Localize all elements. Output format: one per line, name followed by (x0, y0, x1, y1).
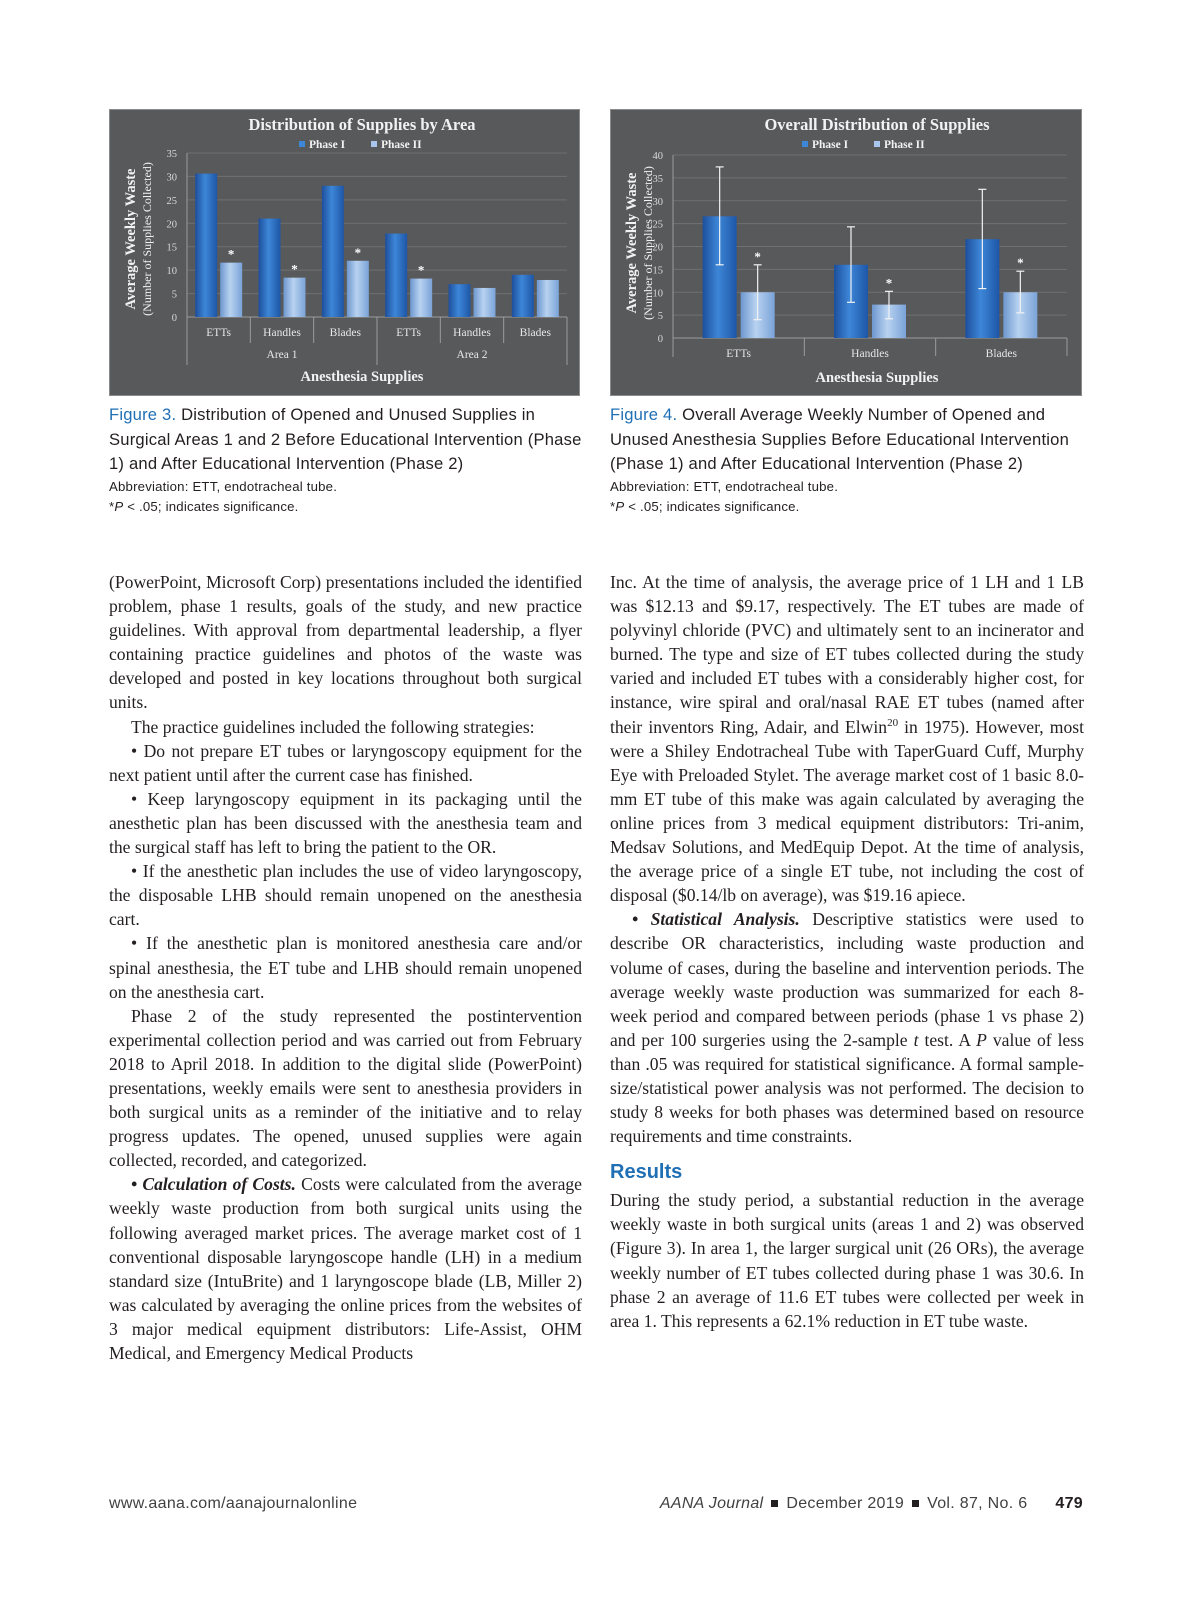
bar-phase-2 (220, 263, 242, 317)
bar-phase-1 (512, 275, 534, 317)
left-column (109, 570, 582, 1365)
figure-3-svg (109, 109, 580, 396)
results-paragraph: During the study period, a substantial reduction in the average weekly waste in both surgical units (areas 1 and 2) was observed (Figure 3). In area 1, the larger surgical unit (26 ORs), the average weekly number of ET tubes collected during phase 1 was 30.6. In phase 2 an average of 11.6 ET tubes were collected per week in area 1. This represents a 62.1% reduction in ET tube waste. (610, 1190, 1084, 1331)
bar-phase-2 (474, 288, 496, 317)
figure-4-label: Figure 4. (610, 405, 678, 424)
left-paragraph-0: (PowerPoint, Microsoft Corp) presentations included the identified problem, phase 1 results, goals of the study, and new practice guidelines. With approval from departmental leadership, a flyer containing practice guidelines and photos of the waste was developed and posted in key locations throughout both surgical units. (109, 572, 582, 713)
figure-4-abbreviation: Abbreviation: ETT, endotracheal tube. (610, 478, 839, 494)
y-tick-label: 25 (166, 195, 177, 207)
left-paragraph-1: The practice guidelines included the following strategies: (131, 716, 535, 737)
legend-swatch-phase-2 (371, 141, 377, 147)
x-tick-label: Handles (453, 327, 491, 339)
stat-text-b: test. A (918, 1029, 977, 1050)
figure-4-caption (610, 403, 1090, 517)
section-text: Costs were calculated from the average weekly waste production from both surgical units using the following averaged market prices. The average market cost of 1 conventional disposable laryngoscope handle (LH) in a medium standard size (IntuBrite) and 1 laryngoscope blade (LB, Miller 2) was calculated by averaging the online prices from the websites of 3 major medical equipment distributors: Life-Assist, OHM Medical, and Emergency Medical Products (109, 1174, 582, 1363)
legend-swatch-phase-2 (874, 141, 880, 147)
legend-label-phase-2: Phase II (381, 139, 422, 151)
t-symbol: t (913, 1029, 919, 1050)
cost-paragraph (610, 570, 1084, 907)
p-symbol: P (615, 498, 625, 514)
chart-title: Overall Distribution of Supplies (764, 115, 990, 134)
legend-swatch-phase-1 (802, 141, 808, 147)
y-tick-label: 35 (652, 173, 663, 185)
y-tick-label: 5 (171, 289, 177, 301)
figure-3-abbreviation: Abbreviation: ETT, endotracheal tube. (109, 478, 338, 494)
note-text: < .05; indicates significance. (123, 498, 299, 514)
y-tick-label: 40 (652, 151, 663, 162)
y-tick-label: 20 (166, 219, 177, 231)
y-tick-label: 30 (166, 172, 177, 184)
left-paragraph-2: • Do not prepare ET tubes or laryngoscopy equipment for the next patient until after the current case has finished. (109, 740, 582, 785)
group-label: Area 2 (456, 349, 488, 361)
significance-marker: * (1017, 255, 1024, 271)
note-text: < .05; indicates significance. (624, 498, 800, 514)
figure-4-title (610, 403, 1090, 477)
citation-superscript: 20 (887, 716, 899, 729)
footer-url: www.aana.com/aanajournalonline (109, 1495, 358, 1512)
figure-3-caption (109, 403, 589, 517)
p-symbol: P (976, 1029, 987, 1050)
significance-marker: * (291, 261, 298, 277)
left-paragraph-5: • If the anesthetic plan is monitored anesthesia care and/or spinal anesthesia, the ET tube and LHB should remain unopened on the anesthesia cart. (109, 933, 582, 1002)
legend-label-phase-1: Phase I (309, 139, 346, 151)
x-tick-label: ETTs (726, 348, 752, 360)
x-tick-label: Blades (985, 348, 1017, 360)
p-symbol: P (114, 498, 124, 514)
results-heading: Results (610, 1161, 683, 1184)
bar-phase-2 (347, 261, 369, 317)
y-tick-label: 15 (652, 265, 663, 277)
y-tick-label: 10 (652, 288, 663, 300)
statistical-analysis-heading: • Statistical Analysis. (632, 909, 800, 930)
cost-text-a: Inc. At the time of analysis, the average price of 1 LH and 1 LB was $12.13 and $9.17, respectively. The ET tubes are made of polyvinyl chloride (PVC) and ultimately sent to an incinerator and burned. The type and size of ET tubes collected during the study varied and included ET tubes with a considerably higher cost, for instance, wire spiral and oral/nasal RAE ET tubes (named after their inventors Ring, Adair, and Elwin (610, 572, 1084, 737)
bar-phase-2 (410, 279, 432, 317)
x-tick-label: Handles (263, 327, 301, 339)
right-column (610, 570, 1084, 1333)
figure-3-chart (109, 109, 580, 396)
figure-4-significance-note: *P < .05; indicates significance. (610, 498, 800, 514)
legend-label-phase-1: Phase I (812, 139, 849, 151)
footer-citation (660, 1495, 1083, 1513)
group-label: Area 1 (266, 349, 298, 361)
bar-phase-2 (284, 278, 306, 317)
legend-swatch-phase-1 (299, 141, 305, 147)
footer-volume: Vol. 87, No. 6 (927, 1495, 1028, 1512)
x-tick-label: Handles (851, 348, 889, 360)
y-tick-label: 30 (652, 196, 663, 208)
x-tick-label: Blades (519, 327, 551, 339)
stat-text-a: Descriptive statistics were used to describe OR characteristics, including waste production and volume of cases, during the baseline and intervention periods. The average weekly waste production was summarized for each 8-week period and compared between periods (phase 1 vs phase 2) and per 100 surgeries using the 2-sample (610, 909, 1084, 1050)
bar-phase-2 (537, 280, 559, 317)
y-axis-label-2: (Number of Supplies Collected) (140, 162, 154, 316)
figure-3-significance-note: *P < .05; indicates significance. (109, 498, 299, 514)
bar-phase-1 (195, 174, 217, 317)
left-paragraph-3: • Keep laryngoscopy equipment in its packaging until the anesthetic plan has been discussed with the anesthesia team and the surgical staff has left to bring the patient to the OR. (109, 788, 582, 858)
bar-phase-1 (322, 186, 344, 317)
left-paragraph-4: • If the anesthetic plan includes the use of video laryngoscopy, the disposable LHB should remain unopened on the anesthesia cart. (109, 861, 582, 930)
y-tick-label: 10 (166, 266, 177, 278)
cost-text-b: in 1975). However, most were a Shiley Endotracheal Tube with TaperGuard Cuff, Murphy Eye with Preloaded Stylet. The average market cost of 1 basic 8.0-mm ET tube of this make was again calculated by averaging the online prices from 3 medical equipment distributors: Tri-anim, Medsav Solutions, and MedEquip Depot. At the time of analysis, the average price of a single ET tube, not including the cost of disposal ($0.14/lb on average), was $19.16 apiece. (610, 716, 1084, 906)
figure-3-title (109, 403, 589, 477)
separator-square-icon (912, 1500, 919, 1507)
significance-marker: * (354, 244, 362, 260)
statistical-analysis-paragraph (610, 907, 1084, 1148)
figure-4-svg (610, 109, 1082, 396)
y-axis-label: Average Weekly Waste (624, 172, 640, 314)
left-paragraph-7 (109, 1172, 582, 1365)
y-tick-label: 0 (171, 313, 177, 324)
y-axis-label: Average Weekly Waste (123, 168, 139, 310)
figure-3-label: Figure 3. (109, 405, 177, 424)
bar-phase-1 (259, 219, 281, 317)
significance-marker: * (417, 262, 425, 278)
separator-square-icon (771, 1500, 778, 1507)
footer-date: December 2019 (786, 1495, 905, 1512)
x-tick-label: Blades (329, 327, 361, 339)
x-tick-label: ETTs (396, 327, 422, 339)
bar-phase-1 (385, 234, 407, 317)
footer-journal: AANA Journal (659, 1495, 764, 1512)
x-tick-label: ETTs (206, 327, 232, 339)
y-tick-label: 5 (657, 311, 663, 323)
significance-marker: * (227, 246, 235, 262)
section-heading: • Calculation of Costs. (131, 1174, 296, 1195)
page-number: 479 (1055, 1495, 1083, 1512)
chart-frame (110, 110, 580, 396)
legend-label-phase-2: Phase II (884, 139, 925, 151)
y-tick-label: 0 (657, 334, 663, 345)
figure-4-title-text: Overall Average Weekly Number of Opened and Unused Anesthesia Supplies Before Educational Intervention (Phase 1) and After Educational Intervention (Phase 2) (610, 405, 1070, 473)
y-axis-label-2: (Number of Supplies Collected) (641, 166, 655, 320)
x-axis-label: Anesthesia Supplies (815, 370, 939, 386)
y-tick-label: 35 (166, 149, 177, 160)
y-tick-label: 20 (652, 242, 663, 254)
x-axis-label: Anesthesia Supplies (300, 369, 424, 385)
y-tick-label: 25 (652, 219, 663, 231)
y-tick-label: 15 (166, 242, 177, 254)
chart-title: Distribution of Supplies by Area (248, 115, 476, 134)
figure-3-title-text: Distribution of Opened and Unused Supplies in Surgical Areas 1 and 2 Before Educational Intervention (Phase 1) and After Educational Intervention (Phase 2) (109, 405, 582, 473)
stat-text-c: value of less than .05 was required for statistical significance. A formal sample-size/statistical power analysis was not performed. The decision to study 8 weeks for both phases was determined based on resource requirements and time constraints. (610, 1029, 1084, 1147)
significance-marker: * (754, 248, 761, 264)
significance-marker: * (885, 275, 893, 291)
left-paragraph-6: Phase 2 of the study represented the postintervention experimental collection period and was carried out from February 2018 to April 2018. In addition to the digital slide (PowerPoint) presentations, weekly emails were sent to anesthesia providers in both surgical units as a reminder of the initiative and to relay progress updates. The opened, unused supplies were again collected, recorded, and categorized. (109, 1005, 582, 1171)
figure-4-chart (610, 109, 1082, 396)
bar-phase-1 (449, 284, 471, 317)
